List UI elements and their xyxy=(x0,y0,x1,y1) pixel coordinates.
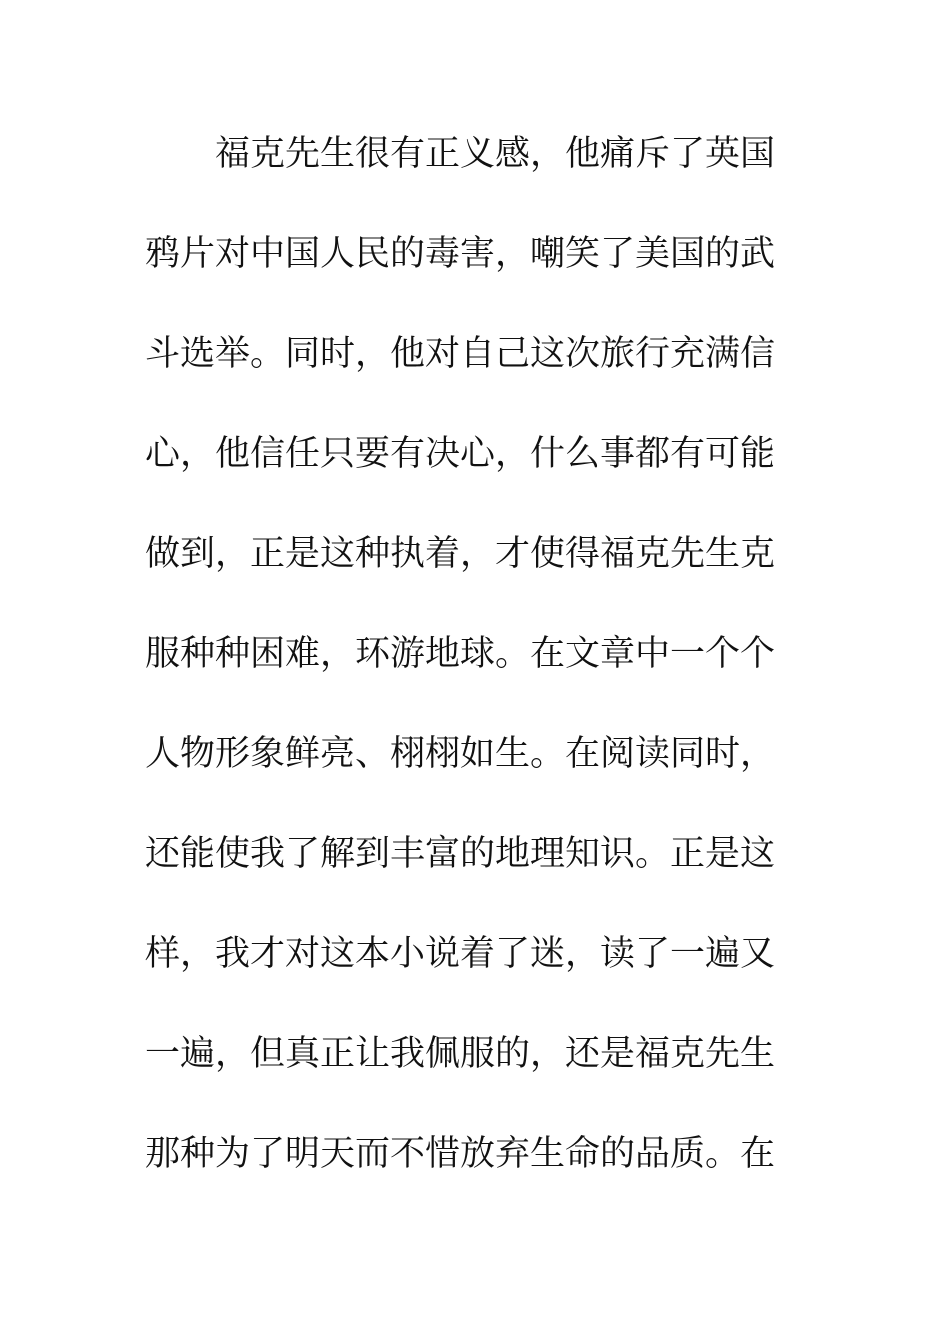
text-line: 鸦片对中国人民的毒害，嘲笑了美国的武 xyxy=(145,234,776,274)
text-line: 斗选举。同时，他对自己这次旅行充满信 xyxy=(145,334,776,374)
text-line: 福克先生很有正义感，他痛斥了英国 xyxy=(215,134,776,174)
text-line: 服种种困难，环游地球。在文章中一个个 xyxy=(145,634,776,674)
text-line: 样，我才对这本小说着了迷，读了一遍又 xyxy=(145,934,776,974)
text-line: 那种为了明天而不惜放弃生命的品质。在 xyxy=(145,1134,776,1174)
text-line: 还能使我了解到丰富的地理知识。正是这 xyxy=(145,834,776,874)
text-line: 人物形象鲜亮、栩栩如生。在阅读同时， xyxy=(145,734,776,774)
text-line: 做到，正是这种执着，才使得福克先生克 xyxy=(145,534,776,574)
body-paragraph xyxy=(145,126,785,1226)
text-line: 一遍，但真正让我佩服的，还是福克先生 xyxy=(145,1034,776,1074)
text-line: 心，他信任只要有决心，什么事都有可能 xyxy=(145,434,776,474)
